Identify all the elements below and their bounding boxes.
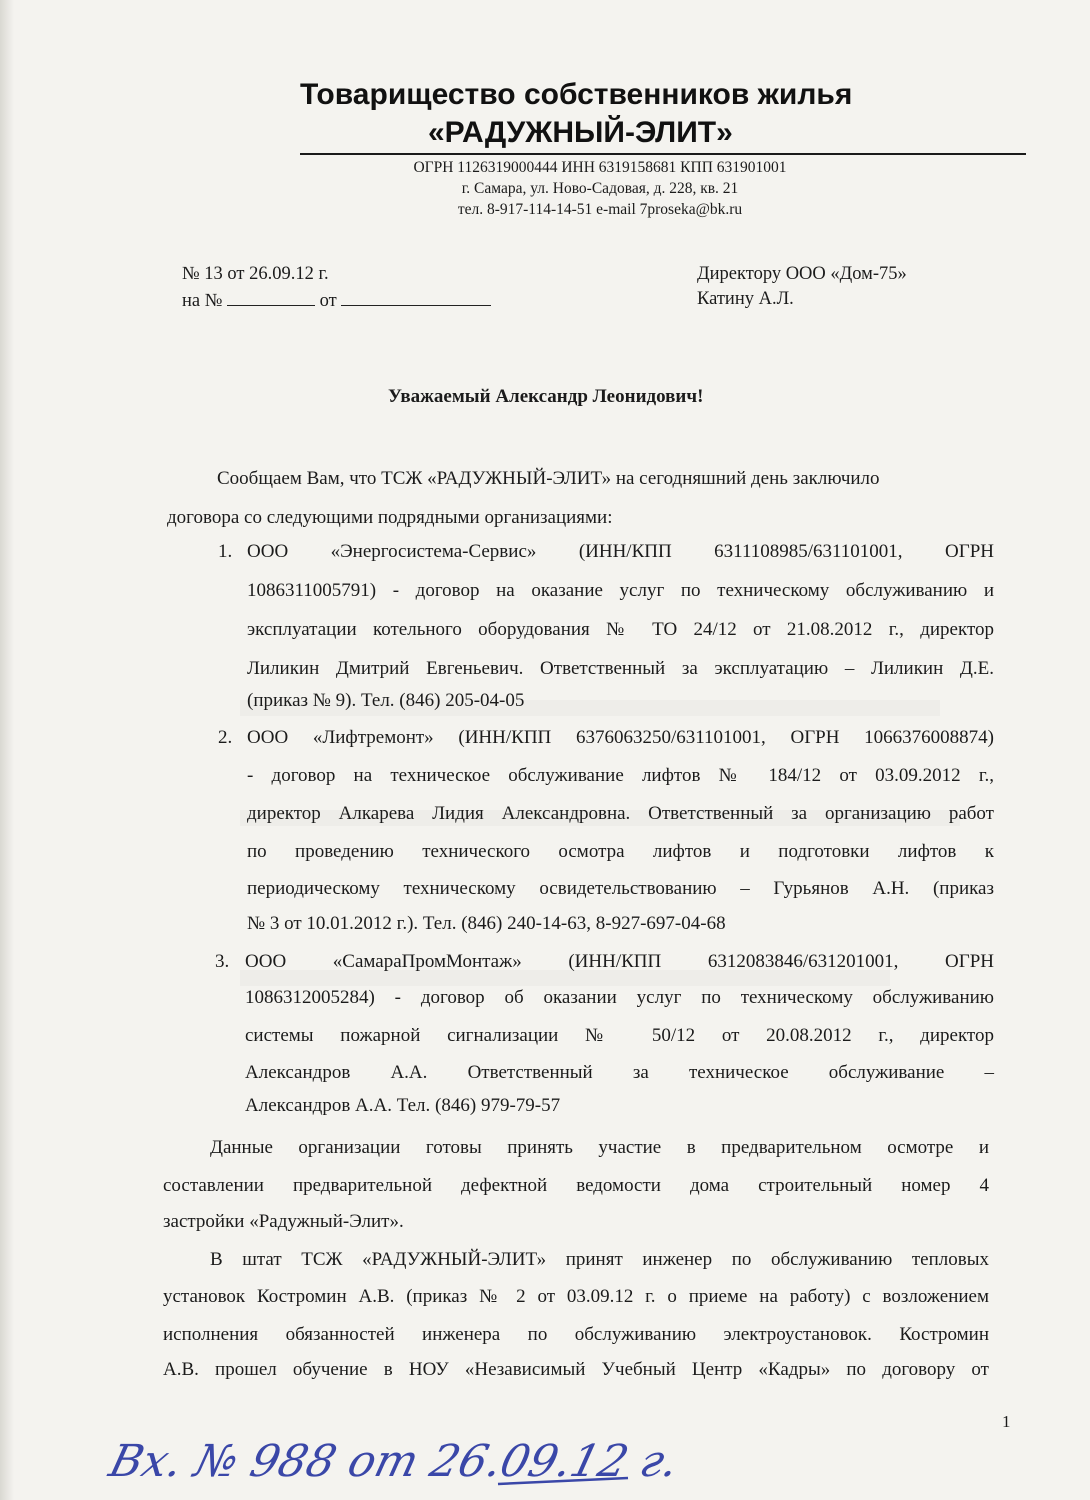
reply-date-label: от xyxy=(319,291,337,311)
paragraph-line: Данные организации готовы принять участие в предварительном осмотре и xyxy=(210,1137,989,1158)
handwriting-drawing xyxy=(104,1424,684,1494)
page-number: 1 xyxy=(1002,1412,1011,1431)
addressee-position: Директору ООО «Дом-75» xyxy=(697,264,907,284)
addressee-name: Катину А.Л. xyxy=(697,289,794,309)
contractor-item-3 xyxy=(245,951,994,1131)
paragraph-line: застройки «Радужный-Элит». xyxy=(163,1211,404,1232)
contractor-item-2 xyxy=(247,727,994,947)
reply-reference xyxy=(182,287,491,314)
scan-edge-shadow xyxy=(0,0,14,1500)
contractor-line: эксплуатации котельного оборудования № ТО 24/12 от 21.08.2012 г., директор xyxy=(247,619,994,640)
list-item-number: 3. xyxy=(215,951,230,972)
paragraph-readiness xyxy=(163,1137,989,1257)
contractor-item-1 xyxy=(247,541,994,721)
paragraph-line: исполнения обязанностей инженера по обслуживанию электроустановок. Костромин xyxy=(163,1324,989,1345)
contractor-line: Александров А.А. Ответственный за техническое обслуживание – xyxy=(245,1062,994,1083)
outgoing-number: № 13 от 26.09.12 г. xyxy=(182,264,329,284)
handwritten-note-text: Вх. № 988 от 26.09.12 г. xyxy=(104,1435,684,1487)
registration-numbers: ОГРН 1126319000444 ИНН 6319158681 КПП 631901001 xyxy=(413,159,787,176)
contractor-line: Александров А.А. Тел. (846) 979-79-57 xyxy=(245,1095,561,1116)
salutation: Уважаемый Александр Леонидович! xyxy=(388,386,704,407)
reply-date-blank xyxy=(341,287,491,306)
organization-title xyxy=(300,76,920,152)
paragraph-line: составлении предварительной дефектной ведомости дома строительный номер 4 xyxy=(163,1175,989,1196)
contractor-line: Лиликин Дмитрий Евгеньевич. Ответственный за эксплуатацию – Лиликин Д.Е. xyxy=(247,658,994,679)
contractor-line: (приказ № 9). Тел. (846) 205-04-05 xyxy=(247,690,525,711)
contractor-line: по проведению технического осмотра лифтов и подготовки лифтов к xyxy=(247,841,994,862)
organization-contacts: тел. 8-917-114-14-51 e-mail 7proseka@bk.ru xyxy=(457,201,743,218)
contractor-line: - договор на техническое обслуживание лифтов № 184/12 от 03.09.2012 г., xyxy=(247,765,994,786)
organization-title-line1: Товарищество собственников жилья xyxy=(300,78,853,111)
paragraph-line: установок Костромин А.В. (приказ № 2 от 03.09.12 г. о приеме на работу) с возложением xyxy=(163,1286,989,1307)
organization-address: г. Самара, ул. Ново-Садовая, д. 228, кв. 21 xyxy=(461,180,739,197)
paragraph-line: А.В. прошел обучение в НОУ «Независимый Учебный Центр «Кадры» по договору от xyxy=(163,1359,989,1380)
intro-line: договора со следующими подрядными организациями: xyxy=(167,507,613,528)
list-item-number: 2. xyxy=(218,727,233,748)
contractor-line: 1086312005284) - договор об оказании услуг по техническому обслуживанию xyxy=(245,987,994,1008)
contractor-line: периодическому техническому освидетельствованию – Гурьянов А.Н. (приказ xyxy=(247,878,994,899)
contractor-line: ООО «СамараПромМонтаж» (ИНН/КПП 6312083846/631201001, ОГРН xyxy=(245,951,994,972)
organization-title-line2: «РАДУЖНЫЙ-ЭЛИТ» xyxy=(428,116,733,149)
contractor-line: системы пожарной сигнализации № 50/12 от 20.08.2012 г., директор xyxy=(245,1025,994,1046)
header-divider xyxy=(300,153,1026,155)
paragraph-line: В штат ТСЖ «РАДУЖНЫЙ-ЭЛИТ» принят инженер по обслуживанию тепловых xyxy=(210,1249,989,1270)
paragraph-staff xyxy=(163,1249,989,1399)
intro-line: Сообщаем Вам, что ТСЖ «РАДУЖНЫЙ-ЭЛИТ» на сегодняшний день заключило xyxy=(217,468,880,489)
reply-number-blank xyxy=(227,287,315,306)
contractor-line: ООО «Энергосистема-Сервис» (ИНН/КПП 6311108985/631101001, ОГРН xyxy=(247,541,994,562)
outgoing-reference xyxy=(182,262,491,314)
addressee-block xyxy=(697,262,907,312)
contractor-line: 1086311005791) - договор на оказание услуг по техническому обслуживанию и xyxy=(247,580,994,601)
contractor-line: директор Алкарева Лидия Александровна. Ответственный за организацию работ xyxy=(247,803,994,824)
list-item-number: 1. xyxy=(218,541,233,562)
handwritten-registration-note xyxy=(104,1424,684,1494)
organization-requisites xyxy=(390,157,810,220)
reply-number-label: на № xyxy=(182,291,223,311)
contractor-line: ООО «Лифтремонт» (ИНН/КПП 6376063250/631101001, ОГРН 1066376008874) xyxy=(247,727,994,748)
contractor-line: № 3 от 10.01.2012 г.). Тел. (846) 240-14-63, 8-927-697-04-68 xyxy=(247,913,726,934)
